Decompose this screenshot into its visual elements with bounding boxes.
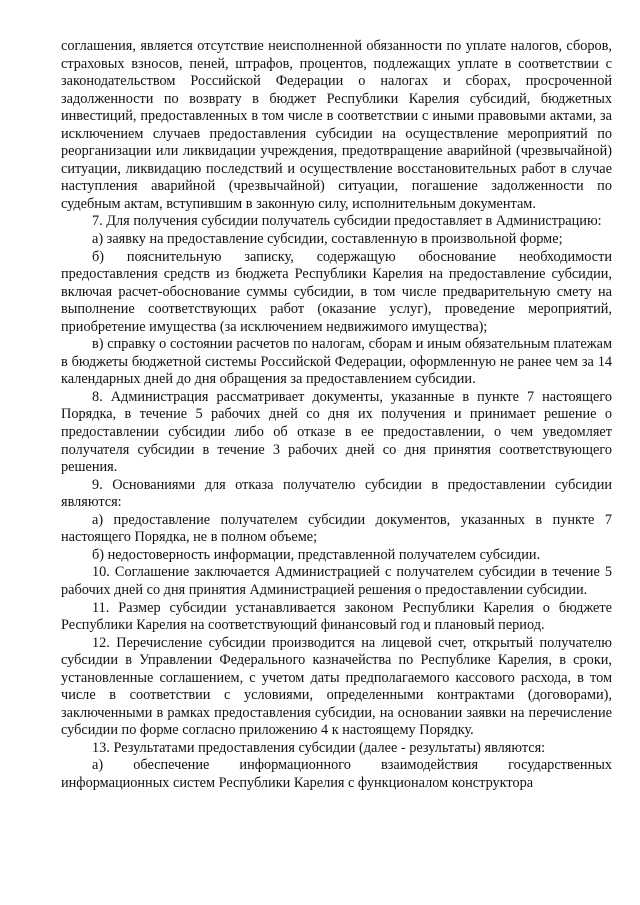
paragraph-item-11: 11. Размер субсидии устанавливается законом Республики Карелия о бюджете Республики Карелия на соответствующий финансовый год и плановый период. bbox=[61, 599, 612, 634]
paragraph-item-13a: а) обеспечение информационного взаимодействия государственных информационных систем Республики Карелия с функционалом конструктора bbox=[61, 757, 612, 791]
paragraph-item-7a: а) заявку на предоставление субсидии, составленную в произвольной форме; bbox=[92, 231, 563, 248]
paragraph-item-7b: б) пояснительную записку, содержащую обоснование необходимости предоставления средств из бюджета Республики Карелия на предоставление субсидии, включая расчет-обоснование суммы субсидии, в том числе предварительную смету на выполнение соответствующих работ (оказание услуг), проведение мероприятий, приобретение имущества (за исключением недвижимого имущества); bbox=[61, 248, 612, 335]
paragraph-item-13: 13. Результатами предоставления субсидии (далее - результаты) являются: bbox=[92, 739, 546, 756]
paragraph-item-7v: в) справку о состоянии расчетов по налогам, сборам и иным обязательным платежам в бюджеты бюджетной системы Российской Федерации, оформленную не ранее чем за 14 календарных дней до дня обращения за предоставлением субсидии. bbox=[61, 336, 612, 388]
document-page bbox=[61, 38, 612, 793]
paragraph-item-8: 8. Администрация рассматривает документы, указанные в пункте 7 настоящего Порядка, в течение 5 рабочих дней со дня их получения и принимает решение о предоставлении субсидии либо об отказе в ее предоставлении, о чем уведомляет получателя субсидии в течение 3 рабочих дней со дня принятия соответствующего решения. bbox=[61, 388, 612, 476]
paragraph-item-10: 10. Соглашение заключается Администрацией с получателем субсидии в течение 5 рабочих дней со дня принятия Администрацией решения о предоставлении субсидии. bbox=[61, 564, 612, 598]
paragraph-intro-continuation: соглашения, является отсутствие неисполненной обязанности по уплате налогов, сборов, страховых взносов, пеней, штрафов, процентов, подлежащих уплате в соответствии с законодательством Российской Федерации о налогах и сборах, просроченной задолженности по возврату в бюджет Республики Карелия субсидий, бюджетных инвестиций, предоставленных в том числе в соответствии с иными правовыми актами, за исключением случаев предоставления субсидии на осуществление мероприятий по реорганизации или ликвидации учреждения, предотвращение аварийной (чрезвычайной) ситуации, ликвидацию последствий и осуществление восстановительных работ в случае наступления аварийной (чрезвычайной) ситуации, погашение задолженности по судебным актам, вступившим в законную силу, исполнительным документам. bbox=[61, 38, 612, 212]
paragraph-item-9: 9. Основаниями для отказа получателю субсидии в предоставлении субсидии являются: bbox=[61, 476, 612, 511]
paragraph-item-9a: а) предоставление получателем субсидии документов, указанных в пункте 7 настоящего Порядка, не в полном объеме; bbox=[61, 511, 612, 546]
paragraph-item-12: 12. Перечисление субсидии производится на лицевой счет, открытый получателю субсидии в Управлении Федерального казначейства по Республике Карелия, в сроки, установленные соглашением, с учетом даты предполагаемого кассового расхода, в том числе в соответствии с условиями, определенными контрактами (договорами), заключенными в рамках предоставления субсидии, на основании заявки на перечисление субсидии по форме согласно приложению 4 к настоящему Порядку. bbox=[61, 634, 612, 739]
paragraph-item-9b: б) недостоверность информации, представленной получателем субсидии. bbox=[92, 546, 541, 563]
paragraph-item-7: 7. Для получения субсидии получатель субсидии предоставляет в Администрацию: bbox=[92, 213, 602, 230]
